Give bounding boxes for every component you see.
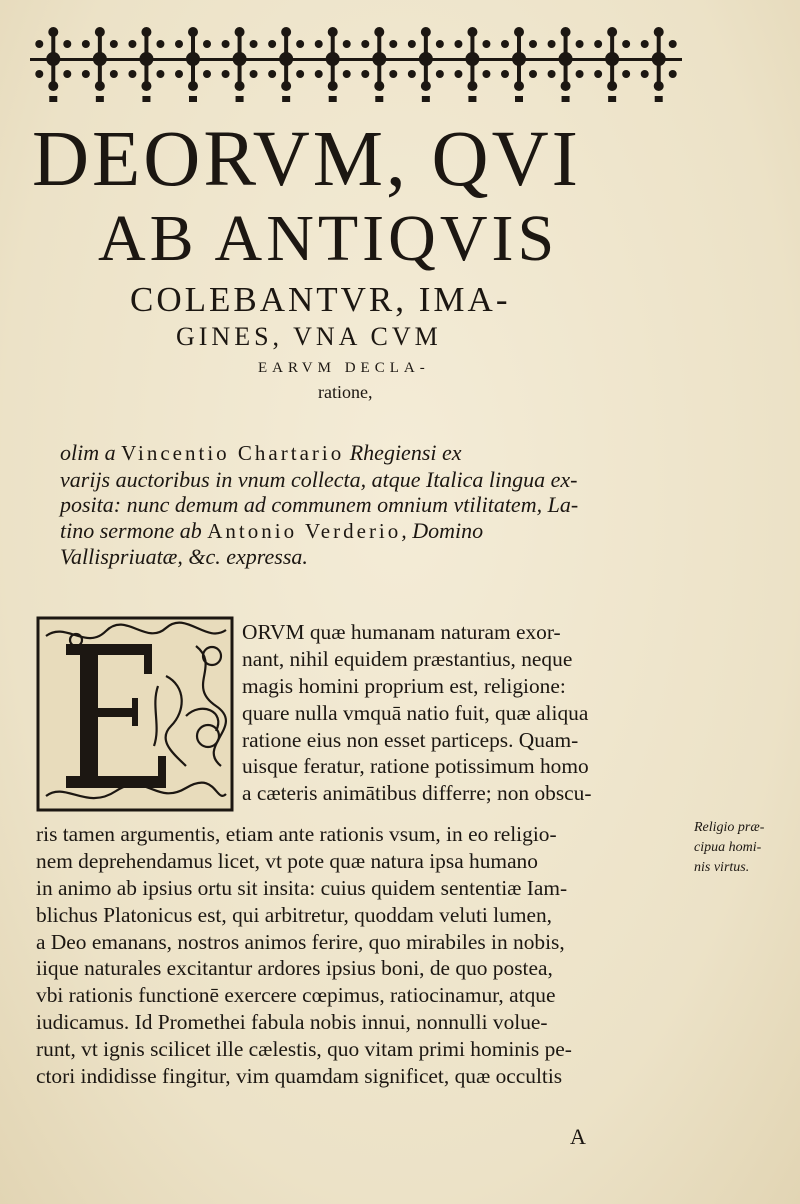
title-line-1: DEORVM, QVI [32, 116, 581, 203]
body-line: ORVM quæ humanam naturam exor- [242, 620, 561, 644]
fleuron-ornament [35, 27, 71, 102]
body-text-main [36, 821, 682, 1090]
body-line: runt, vt ignis scilicet ille cælestis, quo vitam primi hominis pe- [36, 1037, 572, 1062]
signature-mark: A [570, 1124, 586, 1149]
body-text-beside-initial [242, 619, 682, 807]
body-line: vbi rationis functionē exercere cœpimus, ratiocinamur, atque [36, 983, 556, 1008]
margin-note [694, 818, 798, 878]
attribution-line-5: Vallispriuatæ, &c. expressa. [60, 544, 308, 569]
body-line: ratione eius non esset particeps. Quam- [242, 727, 579, 752]
decorated-initial-letter [36, 616, 234, 812]
fleuron-ornament [454, 27, 490, 102]
body-line: magis homini proprium est, religione: [242, 673, 566, 698]
ornamental-header-band [30, 18, 682, 106]
author-name-chartario: Vincentio Chartario [121, 441, 345, 465]
body-line: iique naturales excitantur ardores ipsius boni, de quo postea, [36, 956, 553, 981]
attribution-line-4 [60, 518, 660, 545]
title-line-4: GINES, VNA CVM [176, 322, 442, 351]
title-line-2: AB ANTIQVIS [98, 202, 559, 275]
fleuron-ornament [501, 27, 537, 102]
title-line-3: COLEBANTVR, IMA- [130, 280, 511, 319]
fleuron-ornament [548, 27, 584, 102]
fleuron-ornament [82, 27, 118, 102]
body-line: in animo ab ipsius ortu sit insita: cuius quidem sententiæ Iam- [36, 875, 568, 900]
attribution-line-3: posita: nunc demum ad communem omnium vtilitatem, La- [60, 492, 579, 517]
attribution-text: tino sermone ab [60, 517, 208, 543]
attribution-block [60, 440, 660, 570]
margin-note-line: cipua homi- [694, 840, 762, 855]
body-line: iudicamus. Id Promethei fabula nobis innui, nonnulli volue- [36, 1010, 548, 1035]
attribution-text: olim a [60, 440, 122, 465]
margin-note-line: nis virtus. [694, 860, 750, 875]
fleuron-ornament [268, 27, 304, 102]
fleuron-ornament [222, 27, 258, 102]
fleuron-ornament [128, 27, 164, 102]
margin-note-line: Religio præ- [694, 820, 765, 835]
body-line: ris tamen argumentis, etiam ante rationis vsum, in eo religio- [36, 822, 557, 846]
translator-name-verderio: Antonio Verderio [207, 518, 402, 543]
body-line: a cæteris animātibus differre; non obscu- [242, 781, 592, 806]
title-line-5: EARVM DECLA- [258, 360, 430, 376]
title-line-6: ratione, [318, 382, 373, 402]
fleuron-ornament [641, 27, 677, 102]
body-line: blichus Platonicus est, qui arbitretur, quoddam veluti lumen, [36, 902, 552, 927]
attribution-line-2: varijs auctoribus in vnum collecta, atque Italica lingua ex- [60, 466, 578, 492]
attribution-text: Rhegiensi ex [344, 440, 462, 465]
body-line: nem deprehendamus licet, vt pote quæ natura ipsa humano [36, 848, 538, 873]
fleuron-ornament [315, 27, 351, 102]
body-line: ctori indidisse fingitur, vim quamdam significet, quæ occultis [36, 1064, 563, 1089]
body-line: uisque feratur, ratione potissimum homo [242, 754, 589, 779]
fleuron-ornament [594, 27, 630, 102]
body-line: nant, nihil equidem præstantius, neque [242, 646, 573, 671]
attribution-text: , Domino [401, 517, 484, 543]
body-line: quare nulla vmquā natio fuit, quæ aliqua [242, 700, 589, 725]
body-line: a Deo emanans, nostros animos ferire, quo mirabiles in nobis, [36, 929, 565, 954]
fleuron-ornament [175, 27, 211, 102]
fleuron-ornament [361, 27, 397, 102]
fleuron-ornament [408, 27, 444, 102]
attribution-line-1 [60, 440, 660, 467]
